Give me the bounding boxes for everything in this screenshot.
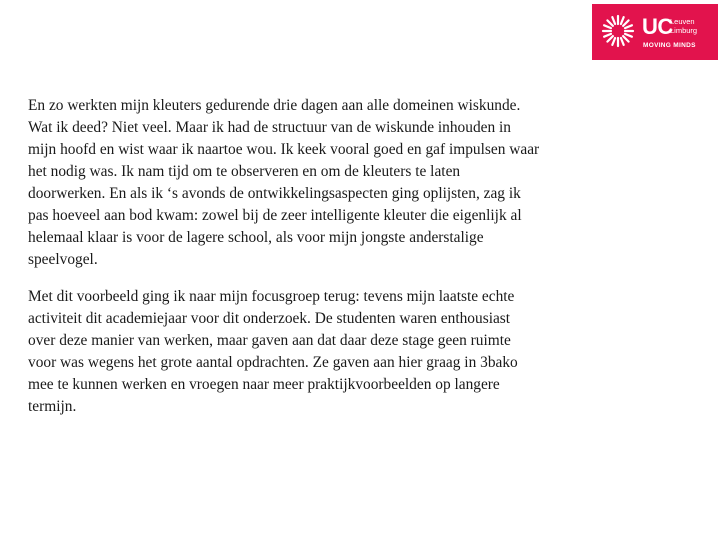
- sunburst-logo-icon: [600, 13, 636, 49]
- ucll-logo: [592, 4, 718, 60]
- slide-body: [28, 95, 638, 433]
- paragraph-1: En zo werkten mijn kleuters gedurende drie dagen aan alle domeinen wiskunde. Wat ik deed? Niet veel. Maar ik had de structuur van de wiskunde inhouden in mijn hoofd en wist waar ik naartoe wou. Ik keek vooral goed en gaf impulsen waar het nodig was. Ik nam tijd om te observeren en om de kleuters te laten doorwerken. En als ik ‘s avonds de ontwikkelingsaspecten ging oplijsten, zag ik pas hoeveel aan bod kwam: zowel bij de zeer intelligente kleuter die eigenlijk al helemaal klaar is voor de lagere school, als voor mijn jongste anderstalige speelvogel.: [28, 97, 540, 268]
- logo-brand: UC: [642, 14, 673, 39]
- paragraph-2: Met dit voorbeeld ging ik naar mijn focusgroep terug: tevens mijn laatste echte activiteit dit academiejaar voor dit onderzoek. De studenten waren enthousiast over deze manier van werken, maar gaven aan dat daar deze stage geen ruimte voor was wegens het grote aantal opdrachten. Ze gaven aan hier graag in 3bako mee te kunnen werken en vroegen naar meer praktijkvoorbeelden op langere termijn.: [28, 288, 518, 415]
- logo-tagline: MOVING MINDS: [643, 42, 696, 49]
- logo-place-line2: Limburg: [670, 26, 698, 35]
- logo-place-line1: Leuven: [670, 17, 695, 26]
- logo-place: [670, 17, 697, 35]
